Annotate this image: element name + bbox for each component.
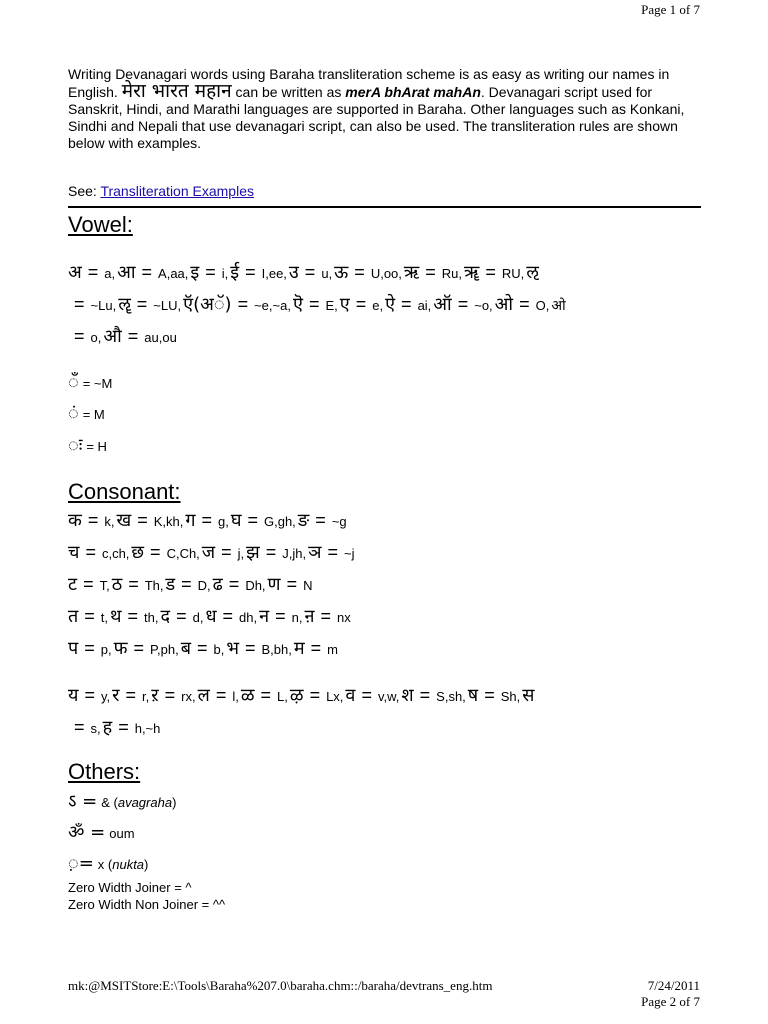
romanization: c,ch, (101, 546, 130, 561)
romanization: Lx, (326, 689, 344, 704)
equals-sign: = (485, 262, 496, 282)
glyph: ख (116, 510, 132, 531)
equals-sign: = (125, 685, 137, 705)
vowel-sign-chandrabindu: ँ = ~M (68, 372, 113, 393)
equals-sign: = (355, 294, 367, 314)
intro-example-devanagari: मेरा भारत महान (121, 80, 232, 102)
equals-sign: = (127, 606, 139, 626)
equals-sign: = (128, 574, 139, 594)
equals-sign: = (127, 326, 139, 346)
glyph: ऌ (526, 262, 539, 283)
equals-sign: = (83, 574, 94, 594)
glyph: ऩ (304, 606, 315, 627)
equals-sign: = (304, 262, 316, 282)
equals-sign: = (275, 606, 286, 626)
vowel-line-3 (68, 324, 708, 348)
glyph: ह (102, 717, 113, 738)
others-heading: Others: (68, 759, 141, 784)
romanization: k, (104, 514, 115, 529)
glyph: व (345, 685, 356, 706)
romanization: dh, (239, 610, 258, 625)
glyph: ञ (308, 542, 322, 563)
consonant-row (68, 604, 708, 628)
romanization: ~e,~a, (254, 298, 291, 313)
romanization: t, (100, 610, 109, 625)
vowel-heading: Vowel: (68, 212, 133, 237)
romanization: ~j (344, 546, 355, 561)
equals-sign: = (74, 326, 85, 346)
vowel-line-2 (68, 292, 708, 316)
equals-sign: = (222, 606, 234, 626)
romanization: p, (100, 642, 112, 657)
others-om: ॐ = oum (68, 822, 135, 843)
glyph: म (293, 638, 305, 659)
equals-sign: = (519, 294, 530, 314)
glyph: च (68, 542, 80, 563)
glyph: ङ (297, 510, 310, 531)
romanization: ~o, (474, 298, 493, 313)
consonant-row (68, 508, 708, 532)
romanization: n, (291, 610, 303, 625)
glyph: ओ (494, 294, 514, 315)
equals-sign: = (118, 717, 129, 737)
equals-sign: = (164, 685, 176, 705)
vowel-sign-anusvara: ं = M (68, 403, 105, 424)
glyph: ऱ (151, 685, 159, 706)
romanization: Th, (144, 578, 164, 593)
footer-date: 7/24/2011 (647, 978, 700, 993)
romanization: h,~h (134, 721, 161, 736)
romanization: Dh, (245, 578, 266, 593)
romanization: C,Ch, (166, 546, 200, 561)
see-also (68, 183, 254, 199)
glyph: स (522, 685, 535, 706)
transliteration-examples-link[interactable]: Transliteration Examples (100, 183, 254, 199)
glyph: क (68, 510, 82, 531)
romanization: th, (144, 610, 159, 625)
glyph: इ (190, 262, 200, 283)
romanization: au,ou (144, 330, 177, 345)
equals-sign: = (74, 717, 85, 737)
others-nukta: ़= x (nukta) (68, 853, 149, 874)
glyph: द (160, 606, 171, 627)
equals-sign: = (484, 685, 495, 705)
equals-sign: = (84, 606, 95, 626)
romanization: v,w, (377, 689, 400, 704)
romanization: g, (218, 514, 229, 529)
glyph: ष (467, 685, 479, 706)
glyph: फ (113, 638, 128, 659)
romanization: ~Lu, (90, 298, 117, 313)
equals-sign: = (133, 638, 144, 658)
romanization: A,aa, (158, 266, 189, 281)
romanization: Ru, (441, 266, 462, 281)
glyph: ढ (212, 574, 223, 595)
equals-sign: = (401, 294, 412, 314)
equals-sign: = (87, 262, 99, 282)
glyph: छ (131, 542, 145, 563)
romanization: l, (232, 689, 239, 704)
equals-sign: = (310, 638, 322, 658)
glyph: ॠ (464, 262, 480, 283)
glyph: र (112, 685, 120, 706)
equals-sign: = (84, 638, 95, 658)
romanization: I,ee, (261, 266, 287, 281)
glyph: य (68, 685, 79, 706)
page-number-bottom: Page 2 of 7 (641, 994, 700, 1009)
glyph: श (401, 685, 414, 706)
romanization: ~g (331, 514, 347, 529)
consonant-row (68, 715, 708, 739)
romanization: J,jh, (282, 546, 307, 561)
romanization: i, (221, 266, 229, 281)
equals-sign: = (74, 294, 85, 314)
equals-sign: = (247, 510, 258, 530)
equals-sign: = (237, 294, 249, 314)
equals-sign: = (87, 510, 99, 530)
glyph: न (259, 606, 270, 627)
romanization: E, (325, 298, 338, 313)
glyph: ए (339, 294, 350, 315)
equals-sign: = (245, 262, 256, 282)
glyph: अ (68, 262, 82, 283)
equals-sign: = (84, 685, 95, 705)
equals-sign: = (361, 685, 372, 705)
glyph: आ (117, 262, 136, 283)
romanization: r, (142, 689, 150, 704)
glyph: ऐ (385, 294, 396, 315)
glyph: ई (230, 262, 240, 283)
romanization: B,bh, (261, 642, 292, 657)
glyph: ड (165, 574, 176, 595)
glyph: भ (226, 638, 239, 659)
page-number-top: Page 1 of 7 (641, 2, 700, 17)
equals-sign: = (244, 638, 256, 658)
intro-text-a: Writing Devanagari words using Baraha transliteration scheme is as easy as writing our names in English. (68, 66, 670, 100)
equals-sign: = (221, 542, 232, 562)
vowel-sign-visarga: ः = H (68, 435, 107, 456)
romanization: a, (104, 266, 116, 281)
equals-sign: = (260, 685, 272, 705)
glyph: ऴ (289, 685, 304, 706)
footer-path: mk:@MSITStore:E:\Tools\Baraha%207.0\baraha.chm::/baraha/devtrans_eng.htm (68, 978, 493, 993)
consonant-heading: Consonant: (68, 479, 181, 504)
romanization: b, (213, 642, 225, 657)
glyph: घ (230, 510, 242, 531)
romanization: D, (197, 578, 211, 593)
romanization: T, (99, 578, 110, 593)
glyph: त (68, 606, 79, 627)
intro-text-b: can be written as (231, 84, 346, 100)
consonant-row (68, 572, 708, 596)
others-avagraha: ऽ = & (avagraha) (68, 791, 177, 812)
intro-paragraph (68, 66, 701, 152)
glyph: ल (197, 685, 210, 706)
glyph: प (68, 638, 79, 659)
romanization: j, (237, 546, 245, 561)
glyph: ब (180, 638, 191, 659)
equals-sign: = (201, 510, 212, 530)
glyph: ध (205, 606, 217, 627)
glyph: ट (68, 574, 78, 595)
romanization: ai, (417, 298, 432, 313)
romanization: s, (90, 721, 101, 736)
glyph: थ (110, 606, 122, 627)
glyph: ऍ(अॅ) (183, 294, 232, 315)
equals-sign: = (181, 574, 192, 594)
equals-sign: = (457, 294, 469, 314)
glyph: झ (246, 542, 260, 563)
romanization: O, (535, 298, 550, 313)
equals-sign: = (265, 542, 277, 562)
equals-sign: = (320, 606, 331, 626)
glyph: ऋ (403, 262, 420, 283)
glyph: ॡ (118, 294, 131, 315)
romanization: ~LU, (153, 298, 182, 313)
equals-sign: = (137, 510, 148, 530)
romanization: G,gh, (264, 514, 296, 529)
glyph: ऊ (334, 262, 349, 283)
romanization: L, (277, 689, 288, 704)
romanization: K,kh, (153, 514, 184, 529)
romanization: rx, (181, 689, 196, 704)
equals-sign: = (354, 262, 365, 282)
romanization: N (303, 578, 313, 593)
equals-sign: = (327, 542, 339, 562)
romanization: RU, (501, 266, 525, 281)
romanization: Sh, (500, 689, 521, 704)
romanization: nx (336, 610, 351, 625)
intro-example-latin: merA bhArat mahAn (345, 84, 481, 100)
glyph: ऎ (292, 294, 303, 315)
romanization: o, (90, 330, 102, 345)
equals-sign: = (85, 542, 96, 562)
equals-sign: = (176, 606, 187, 626)
glyph: उ (288, 262, 299, 283)
glyph: ओ (551, 298, 566, 314)
equals-sign: = (309, 685, 321, 705)
equals-sign: = (205, 262, 216, 282)
equals-sign: = (150, 542, 161, 562)
romanization: U,oo, (370, 266, 402, 281)
vowel-line-1 (68, 260, 708, 284)
consonant-row (68, 683, 708, 707)
equals-sign: = (228, 574, 240, 594)
equals-sign: = (425, 262, 436, 282)
equals-sign: = (215, 685, 227, 705)
romanization: d, (192, 610, 204, 625)
glyph: ग (185, 510, 196, 531)
consonant-row (68, 540, 708, 564)
equals-sign: = (196, 638, 208, 658)
romanization: S,sh, (436, 689, 466, 704)
romanization: y, (100, 689, 111, 704)
others-zwj: Zero Width Joiner = ^ (68, 880, 192, 895)
romanization: P,ph, (150, 642, 179, 657)
glyph: ठ (111, 574, 123, 595)
divider (68, 206, 701, 208)
glyph: ण (267, 574, 281, 595)
intro-text-c: . Devanagari script used for Sanskrit, Hindi, and Marathi languages are supported in Baraha. Other languages such as Konkani, Sindhi and Nepali that use devanagari script, can also be used. The transliteration rules are shown below with examples. (68, 84, 685, 151)
glyph: औ (103, 326, 122, 347)
equals-sign: = (136, 294, 148, 314)
footer-meta (641, 978, 700, 1010)
others-zwnj: Zero Width Non Joiner = ^^ (68, 897, 226, 912)
equals-sign: = (141, 262, 153, 282)
romanization: e, (372, 298, 384, 313)
equals-sign: = (286, 574, 298, 594)
romanization: m (327, 642, 338, 657)
equals-sign: = (315, 510, 326, 530)
see-label: See: (68, 183, 101, 199)
romanization: u, (321, 266, 333, 281)
glyph: ज (201, 542, 216, 563)
consonant-row (68, 636, 708, 660)
equals-sign: = (419, 685, 431, 705)
glyph: ऑ (433, 294, 452, 315)
glyph: ळ (240, 685, 255, 706)
equals-sign: = (308, 294, 320, 314)
